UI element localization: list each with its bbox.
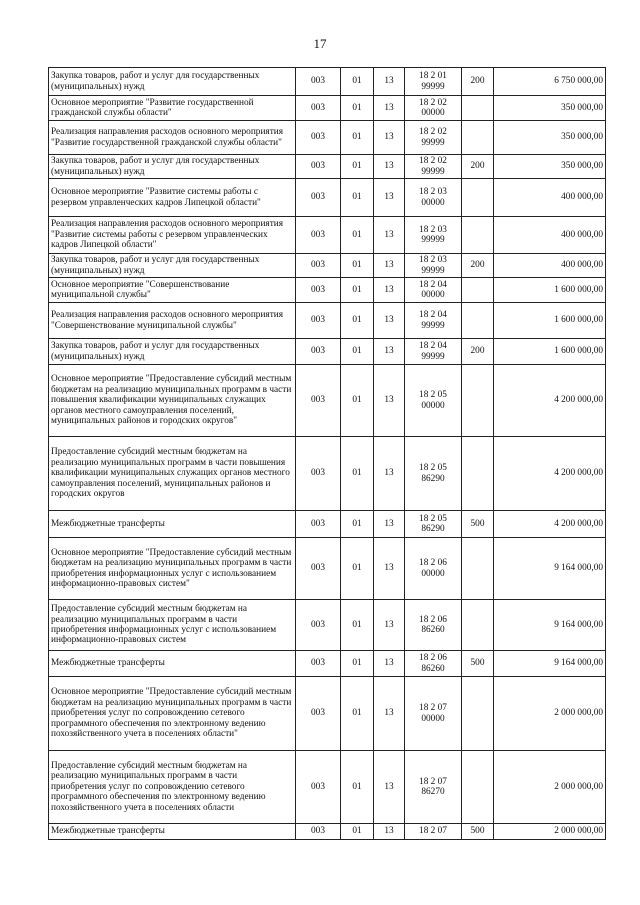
row-name: Межбюджетные трансферты: [49, 824, 296, 840]
row-gr: 003: [296, 155, 341, 179]
row-rz: 01: [341, 254, 374, 278]
row-article-line1: 18 2 02: [419, 97, 447, 108]
row-sum: 4 200 000,00: [494, 511, 606, 538]
row-rz: 01: [341, 278, 374, 303]
table-row: [49, 121, 606, 155]
row-sum: 1 600 000,00: [494, 278, 606, 303]
row-article-line2: 86260: [421, 663, 445, 674]
row-article-line1: 18 2 05: [419, 463, 447, 474]
row-rz: 01: [341, 68, 374, 96]
row-rz: 01: [341, 600, 374, 651]
row-pr: 13: [374, 751, 405, 824]
row-pr: 13: [374, 121, 405, 155]
row-pr: 13: [374, 600, 405, 651]
table-row: [49, 365, 606, 437]
row-name: Предоставление субсидий местным бюджетам на реализацию муниципальных программ в части повышения квалификации муниципальных служащих органов местного самоуправления поселений, муниципальных районов и городских округов: [49, 437, 296, 511]
row-rz: 01: [341, 651, 374, 677]
row-vr: [462, 538, 494, 600]
table-row: [49, 677, 606, 751]
row-gr: 003: [296, 365, 341, 437]
row-rz: 01: [341, 538, 374, 600]
row-name: Межбюджетные трансферты: [49, 511, 296, 538]
row-gr: 003: [296, 651, 341, 677]
row-rz: 01: [341, 179, 374, 217]
row-vr: [462, 179, 494, 217]
row-rz: 01: [341, 121, 374, 155]
table-row: [49, 179, 606, 217]
row-name: Реализация направления расходов основного мероприятия "Развитие государственной гражданской службы области": [49, 121, 296, 155]
row-sum: 350 000,00: [494, 121, 606, 155]
row-article-line2: 99999: [421, 265, 445, 276]
row-article-line1: 18 2 02: [419, 156, 447, 167]
budget-table: [48, 67, 606, 840]
row-pr: 13: [374, 677, 405, 751]
row-article: [405, 751, 462, 824]
row-vr: 200: [462, 155, 494, 179]
row-article: [405, 600, 462, 651]
table-row: [49, 600, 606, 651]
row-name: Основное мероприятие "Развитие государственной гражданской службы области": [49, 96, 296, 121]
row-article: [405, 824, 462, 840]
row-name: Предоставление субсидий местным бюджетам на реализацию муниципальных программ в части приобретения информационных услуг с использованием информационно-правовых систем: [49, 600, 296, 651]
row-article: [405, 68, 462, 96]
row-sum: 4 200 000,00: [494, 437, 606, 511]
row-name: Основное мероприятие "Развитие системы работы с резервом управленческих кадров Липецкой области": [49, 179, 296, 217]
row-article-line2: 00000: [421, 108, 445, 118]
row-gr: 003: [296, 511, 341, 538]
row-sum: 350 000,00: [494, 96, 606, 121]
row-name: Основное мероприятие "Совершенствование муниципальной службы": [49, 278, 296, 303]
row-sum: 9 164 000,00: [494, 651, 606, 677]
row-pr: 13: [374, 303, 405, 339]
table-row: [49, 278, 606, 303]
row-article-line1: 18 2 05: [419, 513, 447, 524]
row-gr: 003: [296, 96, 341, 121]
row-gr: 003: [296, 121, 341, 155]
row-article: [405, 121, 462, 155]
row-vr: 500: [462, 511, 494, 538]
row-name: Основное мероприятие "Предоставление субсидий местным бюджетам на реализацию муниципальных программ в части повышения квалификации муниципальных служащих органов местного самоуправления поселений, муниципальных районов и городских округов": [49, 365, 296, 437]
row-sum: 400 000,00: [494, 217, 606, 254]
page-number: 17: [313, 36, 327, 51]
row-article-line2: 99999: [421, 137, 445, 148]
row-sum: 4 200 000,00: [494, 365, 606, 437]
row-pr: 13: [374, 217, 405, 254]
row-pr: 13: [374, 824, 405, 840]
row-article-line2: 99999: [421, 81, 445, 92]
row-vr: [462, 365, 494, 437]
row-article-line2: 00000: [421, 568, 445, 579]
row-sum: 400 000,00: [494, 179, 606, 217]
row-name: Предоставление субсидий местным бюджетам на реализацию муниципальных программ в части приобретения услуг по сопровождению сетевого программного обеспечения по электронному ведению похозяйственного учета в поселениях области: [49, 751, 296, 824]
row-rz: 01: [341, 824, 374, 840]
row-gr: 003: [296, 68, 341, 96]
row-pr: 13: [374, 278, 405, 303]
row-rz: 01: [341, 365, 374, 437]
row-gr: 003: [296, 339, 341, 365]
row-article-line2: 86270: [421, 787, 445, 797]
row-article-line1: 18 2 06: [419, 653, 447, 664]
row-sum: 400 000,00: [494, 254, 606, 278]
row-article-line1: 18 2 04: [419, 279, 447, 290]
row-article: [405, 254, 462, 278]
row-vr: 200: [462, 68, 494, 96]
table-row: [49, 68, 606, 96]
row-article-line2: 00000: [421, 400, 445, 411]
row-rz: 01: [341, 437, 374, 511]
row-vr: [462, 437, 494, 511]
row-gr: 003: [296, 179, 341, 217]
row-gr: 003: [296, 254, 341, 278]
table-row: [49, 96, 606, 121]
row-sum: 2 000 000,00: [494, 751, 606, 824]
row-rz: 01: [341, 96, 374, 121]
row-rz: 01: [341, 303, 374, 339]
row-gr: 003: [296, 600, 341, 651]
row-name: Закупка товаров, работ и услуг для государственных (муниципальных) нужд: [49, 68, 296, 96]
row-vr: [462, 96, 494, 121]
row-vr: [462, 677, 494, 751]
row-article-line1: 18 2 07: [419, 826, 447, 837]
row-rz: 01: [341, 677, 374, 751]
row-article-line2: 00000: [421, 713, 445, 724]
row-pr: 13: [374, 339, 405, 365]
row-pr: 13: [374, 96, 405, 121]
table-row: [49, 538, 606, 600]
table-row: [49, 751, 606, 824]
row-article-line1: 18 2 06: [419, 614, 447, 625]
row-pr: 13: [374, 254, 405, 278]
row-sum: 350 000,00: [494, 155, 606, 179]
row-sum: 9 164 000,00: [494, 538, 606, 600]
row-sum: 6 750 000,00: [494, 68, 606, 96]
row-gr: 003: [296, 538, 341, 600]
row-pr: 13: [374, 538, 405, 600]
row-article: [405, 303, 462, 339]
row-vr: [462, 217, 494, 254]
row-article-line1: 18 2 03: [419, 255, 447, 266]
row-vr: 200: [462, 339, 494, 365]
row-vr: [462, 600, 494, 651]
table-row: [49, 511, 606, 538]
row-article: [405, 651, 462, 677]
row-article-line2: 99999: [421, 166, 445, 177]
row-pr: 13: [374, 365, 405, 437]
table-row: [49, 339, 606, 365]
row-pr: 13: [374, 155, 405, 179]
row-article: [405, 437, 462, 511]
row-rz: 01: [341, 511, 374, 538]
row-pr: 13: [374, 651, 405, 677]
budget-table-body: [49, 68, 606, 840]
row-name: Закупка товаров, работ и услуг для государственных (муниципальных) нужд: [49, 339, 296, 365]
row-article-line2: 00000: [421, 197, 445, 208]
row-article-line1: 18 2 03: [419, 224, 447, 235]
row-article-line2: 00000: [421, 290, 445, 300]
row-gr: 003: [296, 217, 341, 254]
row-vr: 200: [462, 254, 494, 278]
table-row: [49, 303, 606, 339]
row-article-line1: 18 2 04: [419, 310, 447, 321]
row-gr: 003: [296, 303, 341, 339]
table-row: [49, 254, 606, 278]
row-gr: 003: [296, 437, 341, 511]
row-gr: 003: [296, 751, 341, 824]
row-vr: [462, 751, 494, 824]
row-vr: 500: [462, 651, 494, 677]
row-name: Основное мероприятие "Предоставление субсидий местным бюджетам на реализацию муниципальных программ в части приобретения информационных услуг с использованием информационно-правовых систем": [49, 538, 296, 600]
row-sum: 1 600 000,00: [494, 339, 606, 365]
row-name: Межбюджетные трансферты: [49, 651, 296, 677]
row-gr: 003: [296, 278, 341, 303]
row-article-line2: 86290: [421, 473, 445, 484]
row-article-line2: 99999: [421, 235, 445, 245]
row-article: [405, 677, 462, 751]
row-vr: [462, 121, 494, 155]
table-row: [49, 437, 606, 511]
row-rz: 01: [341, 217, 374, 254]
row-article-line1: 18 2 04: [419, 341, 447, 352]
row-name: Закупка товаров, работ и услуг для государственных (муниципальных) нужд: [49, 254, 296, 278]
row-pr: 13: [374, 179, 405, 217]
row-article-line1: 18 2 05: [419, 390, 447, 401]
row-name: Закупка товаров, работ и услуг для государственных (муниципальных) нужд: [49, 155, 296, 179]
row-rz: 01: [341, 751, 374, 824]
row-article-line2: 99999: [421, 351, 445, 362]
row-article-line1: 18 2 01: [419, 71, 447, 82]
table-row: [49, 651, 606, 677]
row-vr: [462, 303, 494, 339]
row-article-line2: 86290: [421, 524, 445, 534]
row-sum: 2 000 000,00: [494, 824, 606, 840]
row-article-line1: 18 2 07: [419, 703, 447, 714]
table-row: [49, 155, 606, 179]
row-article: [405, 217, 462, 254]
row-pr: 13: [374, 437, 405, 511]
row-article: [405, 538, 462, 600]
row-name: Основное мероприятие "Предоставление субсидий местным бюджетам на реализацию муниципальных программ в части приобретения услуг по сопровождению сетевого программного обеспечения по электронному ведению похозяйственного учета в поселениях области": [49, 677, 296, 751]
row-article-line1: 18 2 03: [419, 187, 447, 198]
row-article-line1: 18 2 07: [419, 776, 447, 787]
row-sum: 9 164 000,00: [494, 600, 606, 651]
row-gr: 003: [296, 824, 341, 840]
row-vr: 500: [462, 824, 494, 840]
row-pr: 13: [374, 68, 405, 96]
row-vr: [462, 278, 494, 303]
row-sum: 1 600 000,00: [494, 303, 606, 339]
row-article-line2: 86260: [421, 625, 445, 635]
row-pr: 13: [374, 511, 405, 538]
row-article: [405, 278, 462, 303]
row-article: [405, 96, 462, 121]
row-article: [405, 339, 462, 365]
row-article: [405, 365, 462, 437]
row-rz: 01: [341, 339, 374, 365]
row-article: [405, 179, 462, 217]
row-gr: 003: [296, 677, 341, 751]
row-article: [405, 155, 462, 179]
table-row: [49, 217, 606, 254]
table-row: [49, 824, 606, 840]
row-rz: 01: [341, 155, 374, 179]
row-sum: 2 000 000,00: [494, 677, 606, 751]
row-name: Реализация направления расходов основного мероприятия "Совершенствование муниципальной службы": [49, 303, 296, 339]
row-article-line1: 18 2 06: [419, 558, 447, 569]
row-article: [405, 511, 462, 538]
row-article-line1: 18 2 02: [419, 127, 447, 138]
row-name: Реализация направления расходов основного мероприятия "Развитие системы работы с резервом управленческих кадров Липецкой области": [49, 217, 296, 254]
row-article-line2: 99999: [421, 320, 445, 331]
